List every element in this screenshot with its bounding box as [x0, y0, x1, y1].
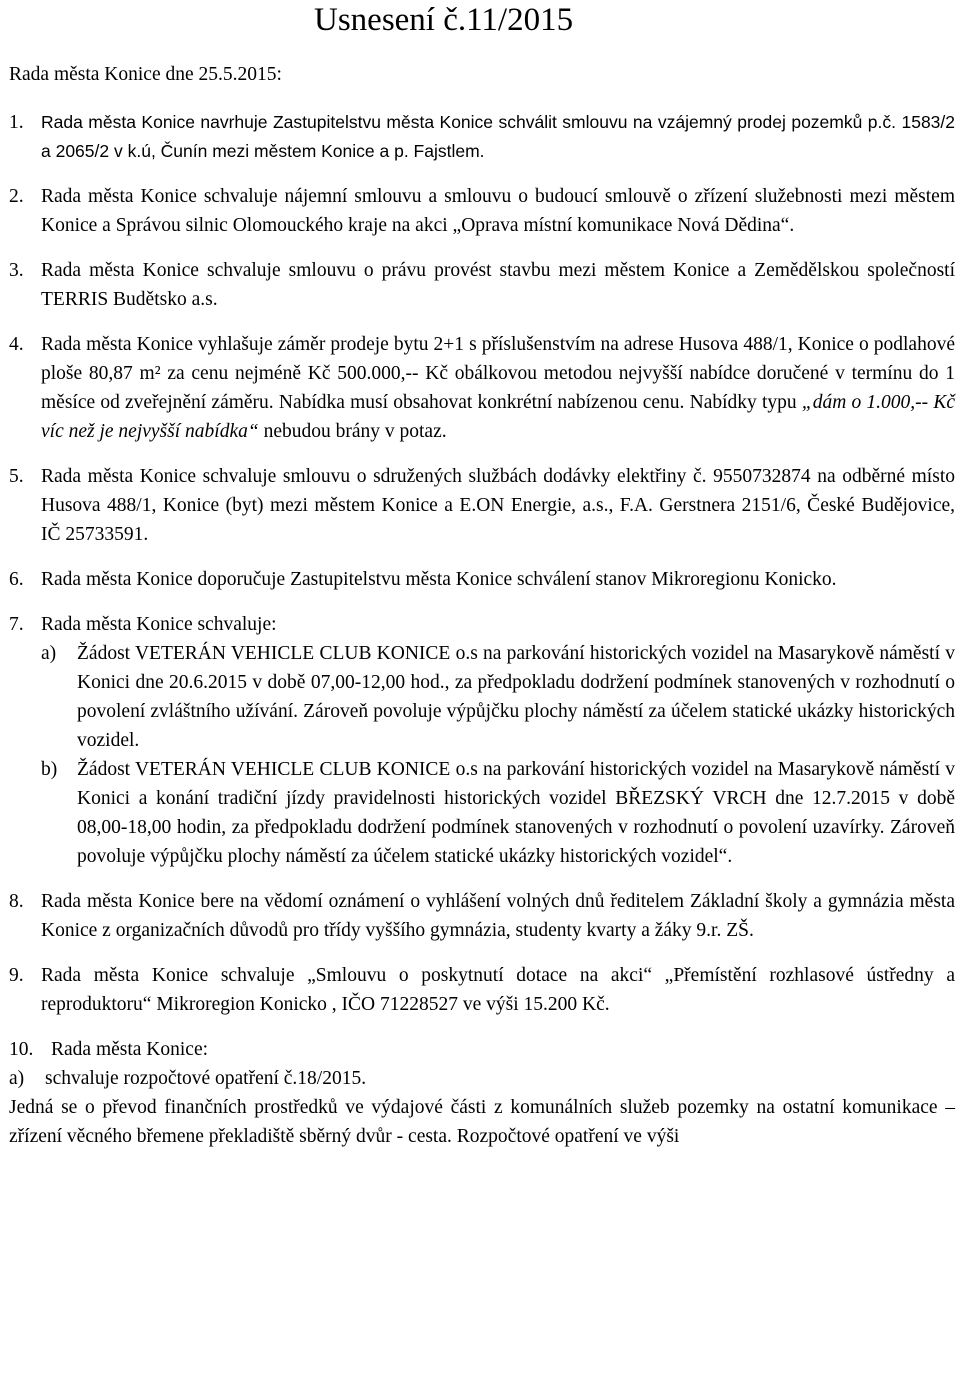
document-header — [9, 0, 955, 108]
sub-item-text: Žádost VETERÁN VEHICLE CLUB KONICE o.s na parkování historických vozidel na Masarykově náměstí v Konici dne 20.6.2015 v době 07,00-12,00 hod., za předpokladu dodržení podmínek stanovených v rozhodnutí o povolení zvláštního užívání. Zároveň povoluje výpůjčku plochy náměstí za účelem statické ukázky historických vozidel. — [77, 643, 955, 751]
resolution-item-3 — [9, 256, 955, 314]
item-number: 3. — [9, 260, 24, 281]
resolution-title: Usnesení č.11/2015 — [314, 2, 574, 38]
item-text: Rada města Konice bere na vědomí oznámení o vyhlášení volných dnů ředitelem Základní školy a gymnázia města Konice z organizačních důvodů pro třídy vyššího gymnázia, studenty kvarty a žáky 9.r. ZŠ. — [41, 891, 955, 941]
item-text: Rada města Konice schvaluje smlouvu o sdružených službách dodávky elektřiny č. 9550732874 na odběrné místo Husova 488/1, Konice (byt) mezi městem Konice a E.ON Energie, a.s., F.A. Gerstnera 2151/6, České Budějovice, IČ 25733591. — [41, 466, 955, 545]
item-tail-text: Jedná se o převod finančních prostředků ve výdajové části z komunálních služeb pozemky na ostatní komunikace – zřízení věcného břemene překladiště sběrný dvůr - cesta. Rozpočtové opatření ve výši — [9, 1097, 955, 1147]
item-number: 5. — [9, 466, 24, 487]
resolution-item-5 — [9, 462, 955, 549]
sub-item-label: b) — [41, 759, 58, 780]
item-text — [41, 330, 955, 446]
item-text: Rada města Konice navrhuje Zastupitelstvu města Konice schválit smlouvu na vzájemný prodej pozemků p.č. 1583/2 a 2065/2 v k.ú, Čunín mezi městem Konice a p. Fajstlem. — [41, 112, 955, 161]
item-number: 2. — [9, 186, 24, 207]
item-number: 9. — [9, 965, 24, 986]
item-number: 8. — [9, 891, 24, 912]
sub-item-text: schvaluje rozpočtové opatření č.18/2015. — [45, 1068, 367, 1089]
item-number: 1. — [9, 112, 24, 133]
item-text: Rada města Konice schvaluje: — [41, 614, 277, 635]
resolution-item-6 — [9, 565, 955, 594]
item-text-part: nebudou brány v potaz. — [258, 421, 447, 442]
sub-item-a — [41, 639, 955, 755]
resolution-item-4 — [9, 330, 955, 446]
council-date-line: Rada města Konice dne 25.5.2015: — [9, 64, 282, 85]
resolution-item-1 — [9, 108, 955, 166]
sub-item-b — [41, 755, 955, 871]
item-text: Rada města Konice schvaluje nájemní smlouvu a smlouvu o budoucí smlouvě o zřízení služebnosti mezi městem Konice a Správou silnic Olomouckého kraje na akci „Oprava místní komunikace Nová Dědina“. — [41, 186, 955, 236]
item-number: 10. — [9, 1039, 34, 1060]
item-text: Rada města Konice schvaluje „Smlouvu o poskytnutí dotace na akci“ „Přemístění rozhlasové ústředny a reproduktoru“ Mikroregion Konicko , IČO 71228527 ve výši 15.200 Kč. — [41, 965, 955, 1015]
resolution-item-9 — [9, 961, 955, 1019]
sub-item-text: Žádost VETERÁN VEHICLE CLUB KONICE o.s na parkování historických vozidel na Masarykově náměstí v Konici a konání tradiční jízdy pravidelnosti historických vozidel BŘEZSKÝ VRCH dne 12.7.2015 v době 08,00-18,00 hodin, za předpokladu dodržení podmínek stanovených v rozhodnutí o povolení uzavírky. Zároveň povoluje výpůjčku plochy náměstí za účelem statické ukázky historických vozidel“. — [77, 759, 955, 867]
item-body — [41, 610, 955, 871]
sub-item-label: a) — [41, 643, 57, 664]
document-page — [9, 0, 955, 1151]
item-text-italic: „dám o 1.000,-- Kč víc než je nejvyšší nabídka“ — [41, 392, 956, 442]
item-text: Rada města Konice doporučuje Zastupitelstvu města Konice schválení stanov Mikroregionu Konicko. — [41, 569, 837, 590]
resolution-item-8 — [9, 887, 955, 945]
item-text-part: Rada města Konice vyhlašuje záměr prodeje bytu 2+1 s příslušenstvím na adrese Husova 488/1, Konice o podlahové ploše 80,87 m² za cenu nejméně Kč 500.000,-- Kč obálkovou metodou nejvyšší nabídce doručené v termínu do 1 měsíce od zveřejnění záměru. Nabídka musí obsahovat konkrétní nabízenou cenu. Nabídky typu — [41, 334, 955, 413]
sub-item-label: a) — [9, 1068, 25, 1089]
item-number: 7. — [9, 614, 24, 635]
item-heading — [9, 1035, 955, 1064]
resolution-item-2 — [9, 182, 955, 240]
item-number: 6. — [9, 569, 24, 590]
resolution-item-7 — [9, 610, 955, 871]
resolution-item-10 — [9, 1035, 955, 1151]
item-text: Rada města Konice schvaluje smlouvu o právu provést stavbu mezi městem Konice a Zemědělskou společností TERRIS Budětsko a.s. — [41, 260, 955, 310]
sub-item-a — [9, 1064, 955, 1093]
item-text: Rada města Konice: — [51, 1039, 209, 1060]
item-number: 4. — [9, 334, 24, 355]
